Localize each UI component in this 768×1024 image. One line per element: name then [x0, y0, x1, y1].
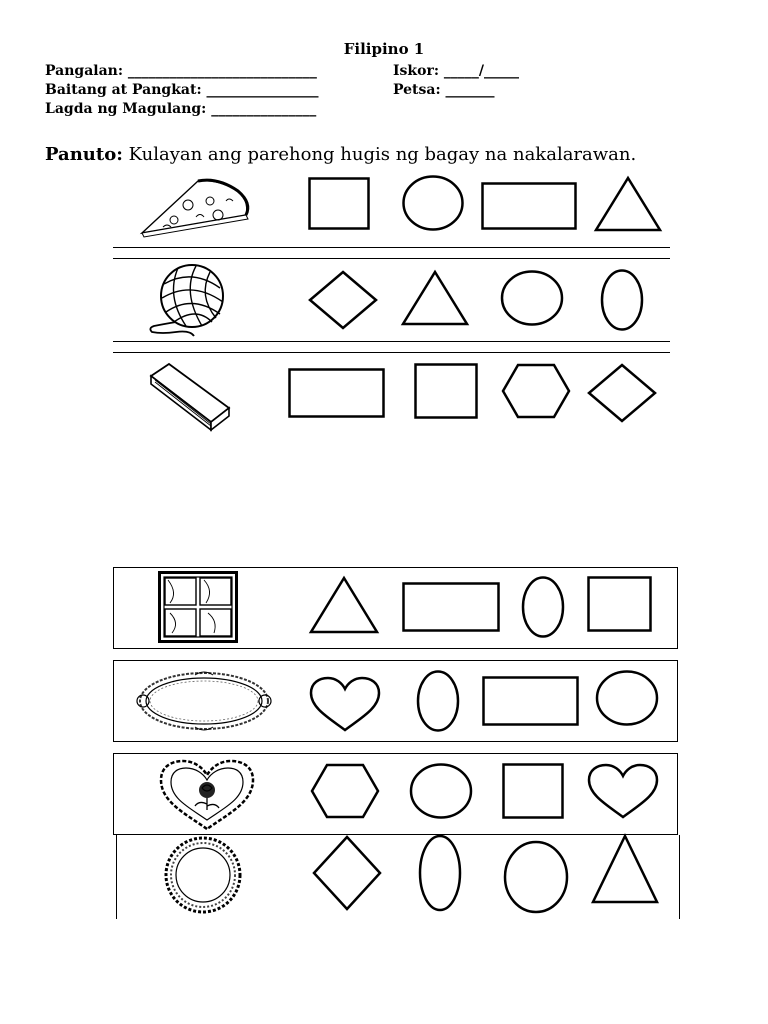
instructions-label: Panuto: [45, 144, 123, 165]
diamond-icon[interactable] [308, 270, 378, 330]
diamond-icon[interactable] [587, 363, 657, 423]
oval-icon[interactable] [418, 834, 462, 912]
yarn-ball-icon [146, 262, 228, 340]
square-icon[interactable] [414, 363, 478, 419]
round-wreath-icon [162, 835, 244, 915]
circle-icon[interactable] [409, 763, 473, 819]
rectangle-icon[interactable] [482, 676, 579, 726]
square-icon[interactable] [587, 576, 652, 632]
row-divider [113, 247, 670, 248]
hexagon-icon[interactable] [501, 363, 571, 419]
grade-section-field: Baitang at Pangkat: ________________ [45, 82, 319, 98]
heart-lace-rose-icon [158, 758, 256, 832]
triangle-icon[interactable] [309, 576, 379, 634]
rectangle-icon[interactable] [481, 182, 577, 230]
triangle-icon[interactable] [594, 176, 662, 232]
oval-icon[interactable] [521, 576, 565, 638]
score-field: Iskor: _____/_____ [393, 63, 519, 79]
row-divider [113, 352, 670, 353]
heart-icon[interactable] [309, 676, 381, 732]
diamond-icon[interactable] [312, 835, 382, 911]
circle-icon[interactable] [503, 840, 569, 914]
square-icon[interactable] [502, 763, 564, 819]
book-icon [149, 360, 233, 434]
pizza-slice-icon [138, 175, 253, 240]
rectangle-icon[interactable] [288, 368, 385, 418]
instructions-text: Kulayan ang parehong hugis ng bagay na nakalarawan. [122, 144, 637, 165]
instructions [45, 144, 636, 165]
date-field: Petsa: _______ [393, 82, 495, 98]
circle-icon[interactable] [500, 270, 564, 326]
name-field: Pangalan: ___________________________ [45, 63, 317, 79]
triangle-icon[interactable] [401, 270, 469, 326]
rectangle-icon[interactable] [402, 582, 500, 632]
worksheet-title: Filipino 1 [343, 40, 425, 58]
triangle-icon[interactable] [591, 834, 659, 904]
row-divider [113, 258, 670, 259]
parent-signature-field: Lagda ng Magulang: _______________ [45, 101, 317, 117]
circle-icon[interactable] [402, 175, 464, 231]
heart-icon[interactable] [587, 763, 659, 819]
window-icon [158, 571, 238, 643]
oval-icon[interactable] [600, 269, 644, 331]
oval-icon[interactable] [416, 670, 460, 732]
circle-icon[interactable] [595, 670, 659, 726]
oval-frame-icon [135, 668, 273, 734]
row-divider [113, 341, 670, 342]
square-icon[interactable] [308, 177, 370, 230]
hexagon-icon[interactable] [310, 763, 380, 819]
